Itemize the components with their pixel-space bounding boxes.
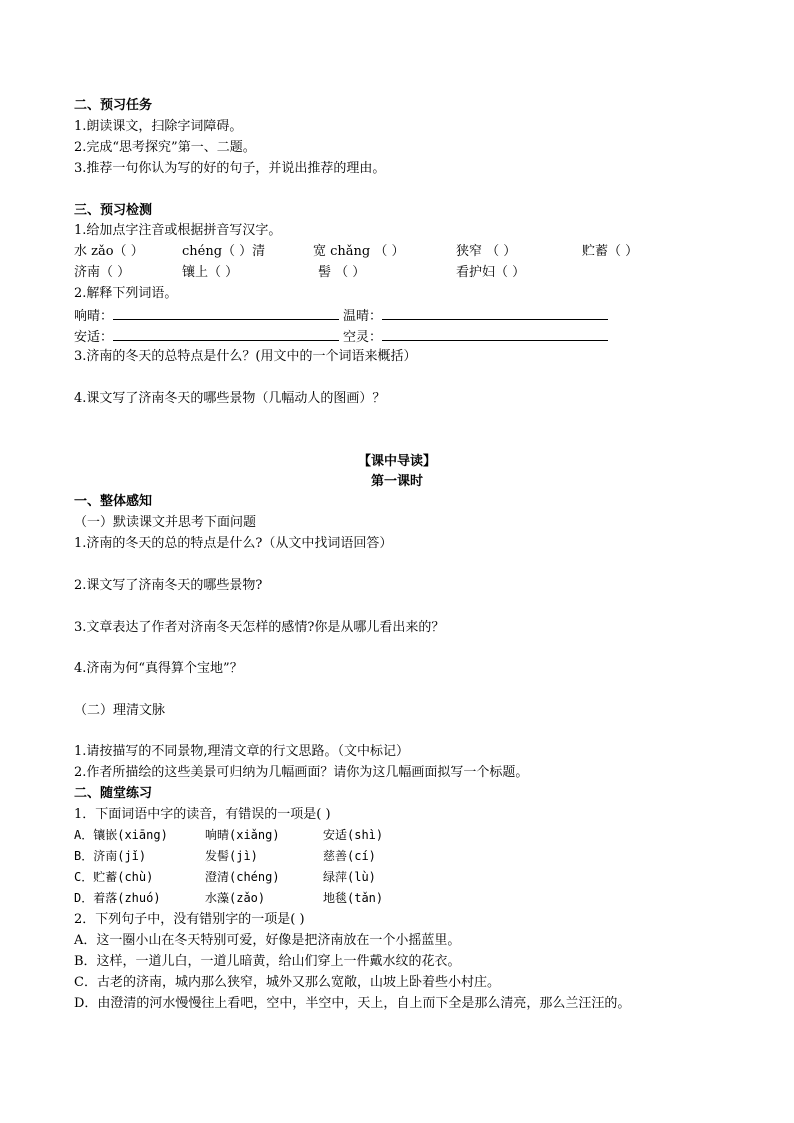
- check-question-1: 1.给加点字注音或根据拼音写汉字。: [74, 223, 282, 238]
- pinyin-item: 镶上（ ）: [182, 265, 239, 280]
- section-title-overview: 一、整体感知: [74, 494, 153, 509]
- exercise-2-question: 2．下列句子中，没有错别字的一项是( ): [74, 912, 305, 927]
- preview-task-3: 3.推荐一句你认为写的好的句子，并说出推荐的理由。: [74, 161, 386, 176]
- exercise-1-option-d-word-2: 水藻(zǎo): [205, 891, 266, 905]
- check-question-2: 2.解释下列词语。: [74, 286, 178, 301]
- answer-blank[interactable]: [382, 327, 608, 341]
- term-label: 空灵：: [343, 330, 383, 345]
- exercise-1-option-d-word-1: D．着落(zhuó): [74, 891, 161, 905]
- section-title-preview-tasks: 二、预习任务: [74, 98, 153, 113]
- exercise-1-option-d-word-3: 地毯(tǎn): [323, 891, 384, 905]
- section-title-practice: 二、随堂练习: [74, 786, 153, 801]
- reading-question-4: 4.济南为何“真得算个宝地”？: [74, 661, 243, 676]
- reading-question-3: 3.文章表达了作者对济南冬天怎样的感情?你是从哪儿看出来的？: [74, 620, 445, 635]
- reading-question-1: 1.济南的冬天的总的特点是什么?（从文中找词语回答）: [74, 536, 393, 551]
- pinyin-item: 水 zǎo（ ）: [74, 244, 144, 259]
- section-title-preview-check: 三、预习检测: [74, 203, 153, 218]
- answer-blank[interactable]: [113, 327, 339, 341]
- check-question-3: 3.济南的冬天的总特点是什么？(用文中的一个词语来概括）: [74, 349, 417, 364]
- exercise-1-option-b-word-1: B．济南(jǐ): [74, 849, 147, 863]
- pinyin-item: 宽 chǎng （ ）: [313, 244, 405, 259]
- preview-task-2: 2.完成“思考探究”第一、二题。: [74, 140, 256, 155]
- lesson-subheading: 第一课时: [370, 474, 423, 489]
- pinyin-item: 狭窄 （ ）: [456, 244, 517, 259]
- exercise-2-option-a: A．这一圈小山在冬天特别可爱，好像是把济南放在一个小摇蓝里。: [74, 933, 461, 948]
- exercise-2-option-b: B．这样，一道儿白，一道儿暗黄，给山们穿上一件戴水纹的花衣。: [74, 954, 461, 969]
- subsection-reading: （一）默读课文并思考下面问题: [74, 515, 257, 530]
- term-row-1b: [343, 306, 608, 325]
- pinyin-item: 髻 （ ）: [318, 265, 366, 280]
- exercise-1-option-c-word-1: C．贮蓄(chù): [74, 870, 154, 884]
- subsection-structure: （二）理清文脉: [74, 703, 166, 718]
- reading-question-2: 2.课文写了济南冬天的哪些景物?: [74, 578, 263, 593]
- term-row-2: [74, 327, 339, 346]
- exercise-1-question: 1．下面词语中字的读音，有错误的一项是( ): [74, 807, 331, 822]
- pinyin-item: chéng（ ）清: [182, 244, 266, 259]
- pinyin-item: 济南（ ）: [74, 265, 131, 280]
- preview-task-1: 1.朗读课文，扫除字词障碍。: [74, 119, 243, 134]
- exercise-2-option-d: D．由澄清的河水慢慢往上看吧，空中，半空中，天上，自上而下全是那么清亮，那么兰汪汪的。: [74, 996, 631, 1011]
- pinyin-item: 贮蓄（ ）: [582, 244, 639, 259]
- structure-question-1: 1.请按描写的不同景物,理清文章的行文思路。（文中标记）: [74, 744, 410, 759]
- term-row-1: [74, 306, 339, 325]
- exercise-1-option-b-word-3: 慈善(cí): [323, 849, 376, 863]
- exercise-1-option-b-word-2: 发髻(jì): [205, 849, 258, 863]
- term-label: 响晴：: [74, 309, 114, 324]
- structure-question-2: 2.作者所描绘的这些美景可归纳为几幅画面？请你为这几幅画面拟写一个标题。: [74, 765, 529, 780]
- lesson-heading: 【课中导读】: [357, 454, 436, 469]
- answer-blank[interactable]: [382, 306, 608, 320]
- term-label: 安适：: [74, 330, 114, 345]
- exercise-1-option-a-word-2: 响晴(xiǎng): [205, 828, 280, 842]
- pinyin-item: 看护妇（ ）: [456, 265, 526, 280]
- exercise-1-option-c-word-3: 绿萍(lù): [323, 870, 376, 884]
- exercise-2-option-c: C．古老的济南，城内那么狭窄，城外又那么宽敞，山坡上卧着些小村庄。: [74, 975, 500, 990]
- exercise-1-option-a-word-3: 安适(shì): [323, 828, 384, 842]
- check-question-4: 4.课文写了济南冬天的哪些景物（几幅动人的图画）？: [74, 391, 386, 406]
- exercise-1-option-c-word-2: 澄清(chéng): [205, 870, 280, 884]
- exercise-1-option-a-word-1: A．镶嵌(xiāng): [74, 828, 168, 842]
- term-row-2b: [343, 327, 608, 346]
- answer-blank[interactable]: [113, 306, 339, 320]
- term-label: 温晴：: [343, 309, 383, 324]
